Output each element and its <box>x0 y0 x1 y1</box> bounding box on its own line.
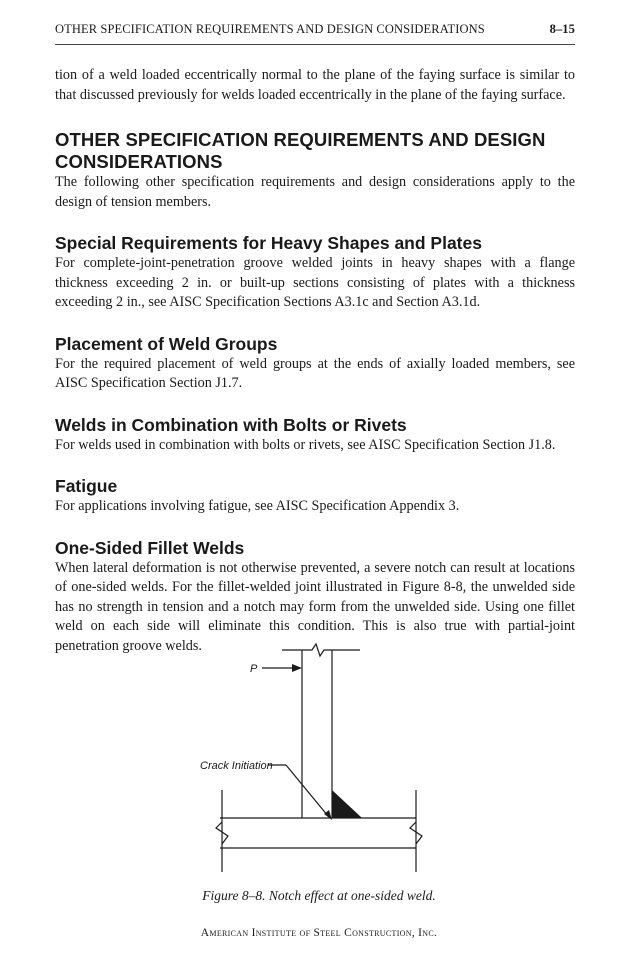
section-heading-one-sided: One-Sided Fillet Welds <box>55 537 245 558</box>
publisher-footer: American Institute of Steel Construction, Inc. <box>200 927 438 939</box>
running-header <box>55 22 575 37</box>
fillet-weld <box>332 790 362 818</box>
section-paragraph-weld-groups: For the required placement of weld groups at the ends of axially loaded members, see AISC Specification Section J1.7. <box>55 355 575 391</box>
break-line-top <box>282 644 360 656</box>
section-heading-fatigue: Fatigue <box>55 476 118 496</box>
section-heading-heavy-shapes: Special Requirements for Heavy Shapes and Plates <box>55 233 482 253</box>
load-arrowhead <box>292 664 302 672</box>
section-paragraph-one-sided: When lateral deformation is not otherwise prevented, a severe notch can result at locations of one-sided welds. For the fillet-welded joint illustrated in Figure 8-8, the unwelded side has no strength in tension and a notch may form from the unwelded side. Using one fillet weld on each side will eliminate this condition. This is also true with partial-joint penetration groove welds. <box>55 559 575 654</box>
load-label: P <box>250 663 258 675</box>
section-paragraph-heavy-shapes: For complete-joint-penetration groove welded joints in heavy shapes with a flange thickness exceeding 2 in. or built-up sections consisting of plates with a thickness exceeding 2 in., see AISC Specification Sections A3.1c and Section A3.1d. <box>55 255 575 310</box>
page-content <box>55 66 575 656</box>
section-paragraph-other-requirements: The following other specification requirements and design considerations apply to the design of tension members. <box>55 174 575 210</box>
section-heading-bolts-rivets: Welds in Combination with Bolts or Rivets <box>55 414 407 435</box>
section-paragraph-bolts-rivets: For welds used in combination with bolts or rivets, see AISC Specification Section J1.8. <box>55 436 556 453</box>
running-title: OTHER SPECIFICATION REQUIREMENTS AND DESIGN CONSIDERATIONS <box>55 22 485 36</box>
crack-arrow-shaft <box>286 765 328 816</box>
figure-notch-effect <box>190 640 440 880</box>
section-paragraph-fatigue: For applications involving fatigue, see AISC Specification Appendix 3. <box>55 498 460 514</box>
figure-caption: Figure 8–8. Notch effect at one-sided weld. <box>202 888 436 903</box>
header-rule <box>55 44 575 45</box>
crack-label: Crack Initiation <box>200 760 273 772</box>
page-number: 8–15 <box>549 22 575 36</box>
weld-diagram <box>190 640 440 880</box>
intro-paragraph: tion of a weld loaded eccentrically normal to the plane of the faying surface is similar to that discussed previously for welds loaded eccentrically in the plane of the faying surface. <box>55 67 575 103</box>
section-heading-weld-groups: Placement of Weld Groups <box>55 333 278 354</box>
section-heading-other-requirements: OTHER SPECIFICATION REQUIREMENTS AND DESIGN CONSIDERATIONS <box>55 129 546 172</box>
